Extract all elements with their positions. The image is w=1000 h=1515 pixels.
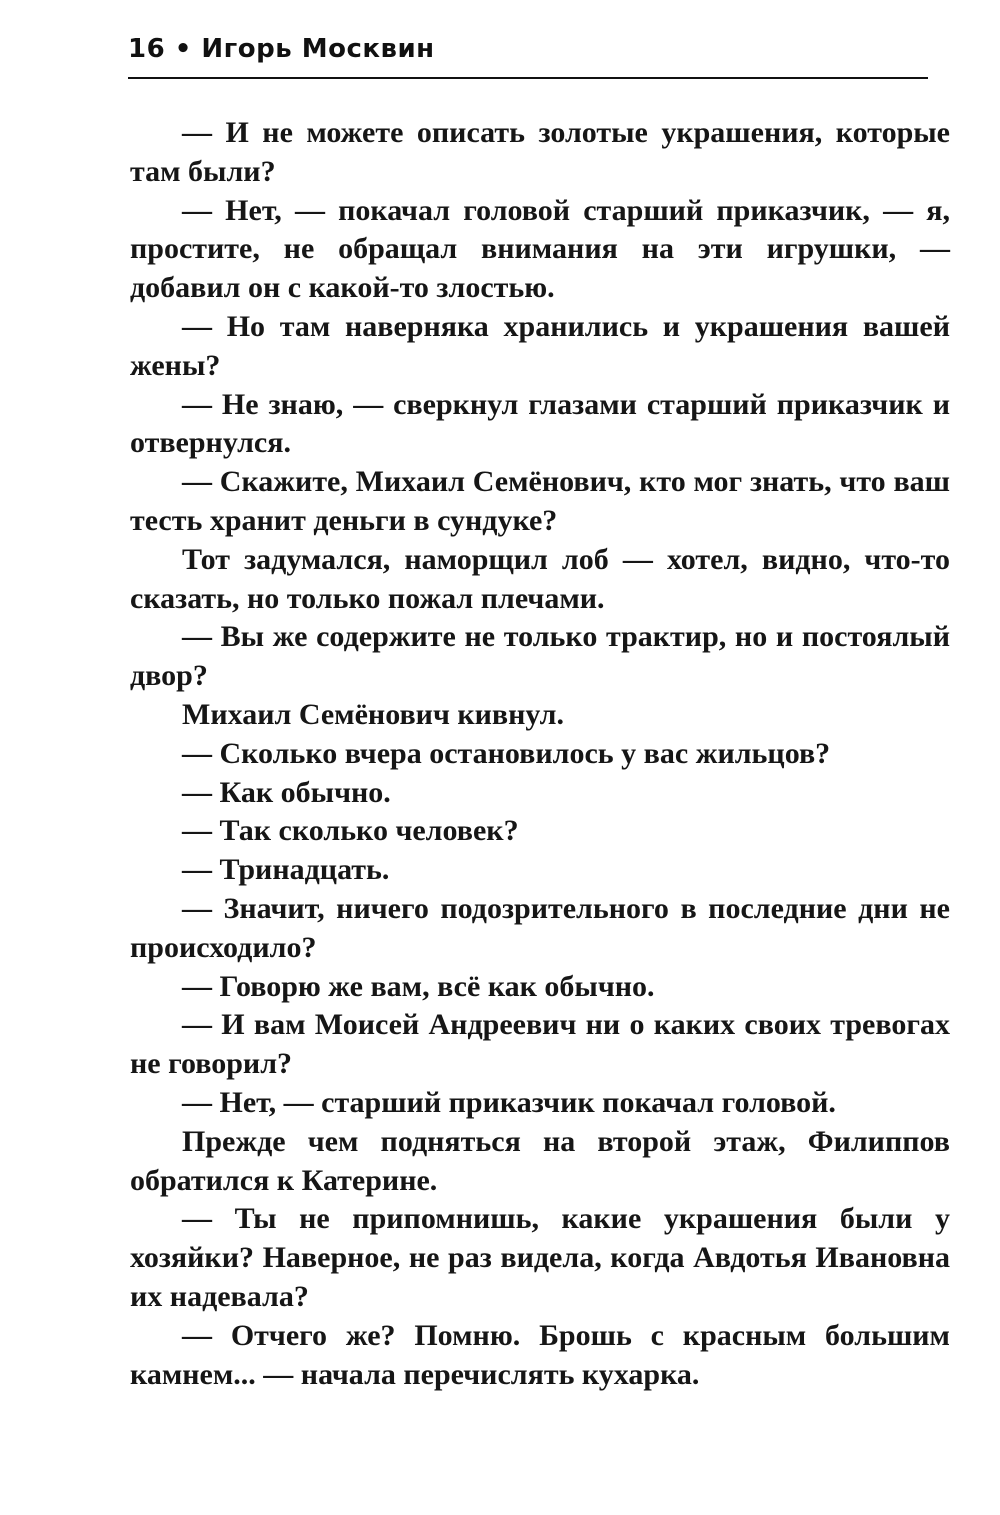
paragraph: — Но там наверняка хранились и украшения вашей жены?: [130, 309, 950, 382]
paragraph: — Вы же содержите не только трактир, но и постоялый двор?: [130, 620, 950, 693]
paragraph: — И не можете описать золотые украшения, которые там были?: [130, 116, 950, 188]
paragraph: — Значит, ничего подозрительного в последние дни не происходило?: [130, 891, 950, 964]
paragraph: Михаил Семёнович кивнул.: [182, 697, 565, 731]
paragraph: — Так сколько человек?: [182, 814, 519, 848]
paragraph: — Говорю же вам, всё как обычно.: [182, 969, 655, 1003]
paragraph: Тот задумался, наморщил лоб — хотел, видно, что-то сказать, но только пожал плечами.: [130, 542, 950, 615]
body-text: [130, 114, 950, 1394]
paragraph: — Тринадцать.: [182, 853, 390, 887]
paragraph: — Не знаю, — сверкнул глазами старший приказчик и отвернулся.: [130, 387, 950, 460]
paragraph: — Скажите, Михаил Семёнович, кто мог знать, что ваш тесть хранит деньги в сундуке?: [130, 465, 950, 537]
paragraph: — Ты не припомнишь, какие украшения были у хозяйки? Наверное, не раз видела, когда Авдотья Ивановна их надевала?: [130, 1202, 950, 1313]
running-head: 16 • Игорь Москвин: [128, 34, 435, 64]
paragraph: Прежде чем подняться на второй этаж, Филиппов обратился к Катерине.: [130, 1124, 950, 1197]
paragraph: — И вам Моисей Андреевич ни о каких своих тревогах не говорил?: [130, 1008, 950, 1081]
paragraph: — Нет, — старший приказчик покачал головой.: [182, 1085, 836, 1119]
paragraph: — Нет, — покачал головой старший приказчик, — я, простите, не обращал внимания на эти игрушки, — добавил он с какой-то злостью.: [130, 193, 950, 305]
paragraph: — Отчего же? Помню. Брошь с красным большим камнем... — начала перечислять кухарка.: [130, 1318, 950, 1391]
paragraph: — Сколько вчера остановилось у вас жильцов?: [182, 736, 831, 770]
paragraph: — Как обычно.: [182, 775, 391, 809]
header-rule: [128, 77, 928, 79]
